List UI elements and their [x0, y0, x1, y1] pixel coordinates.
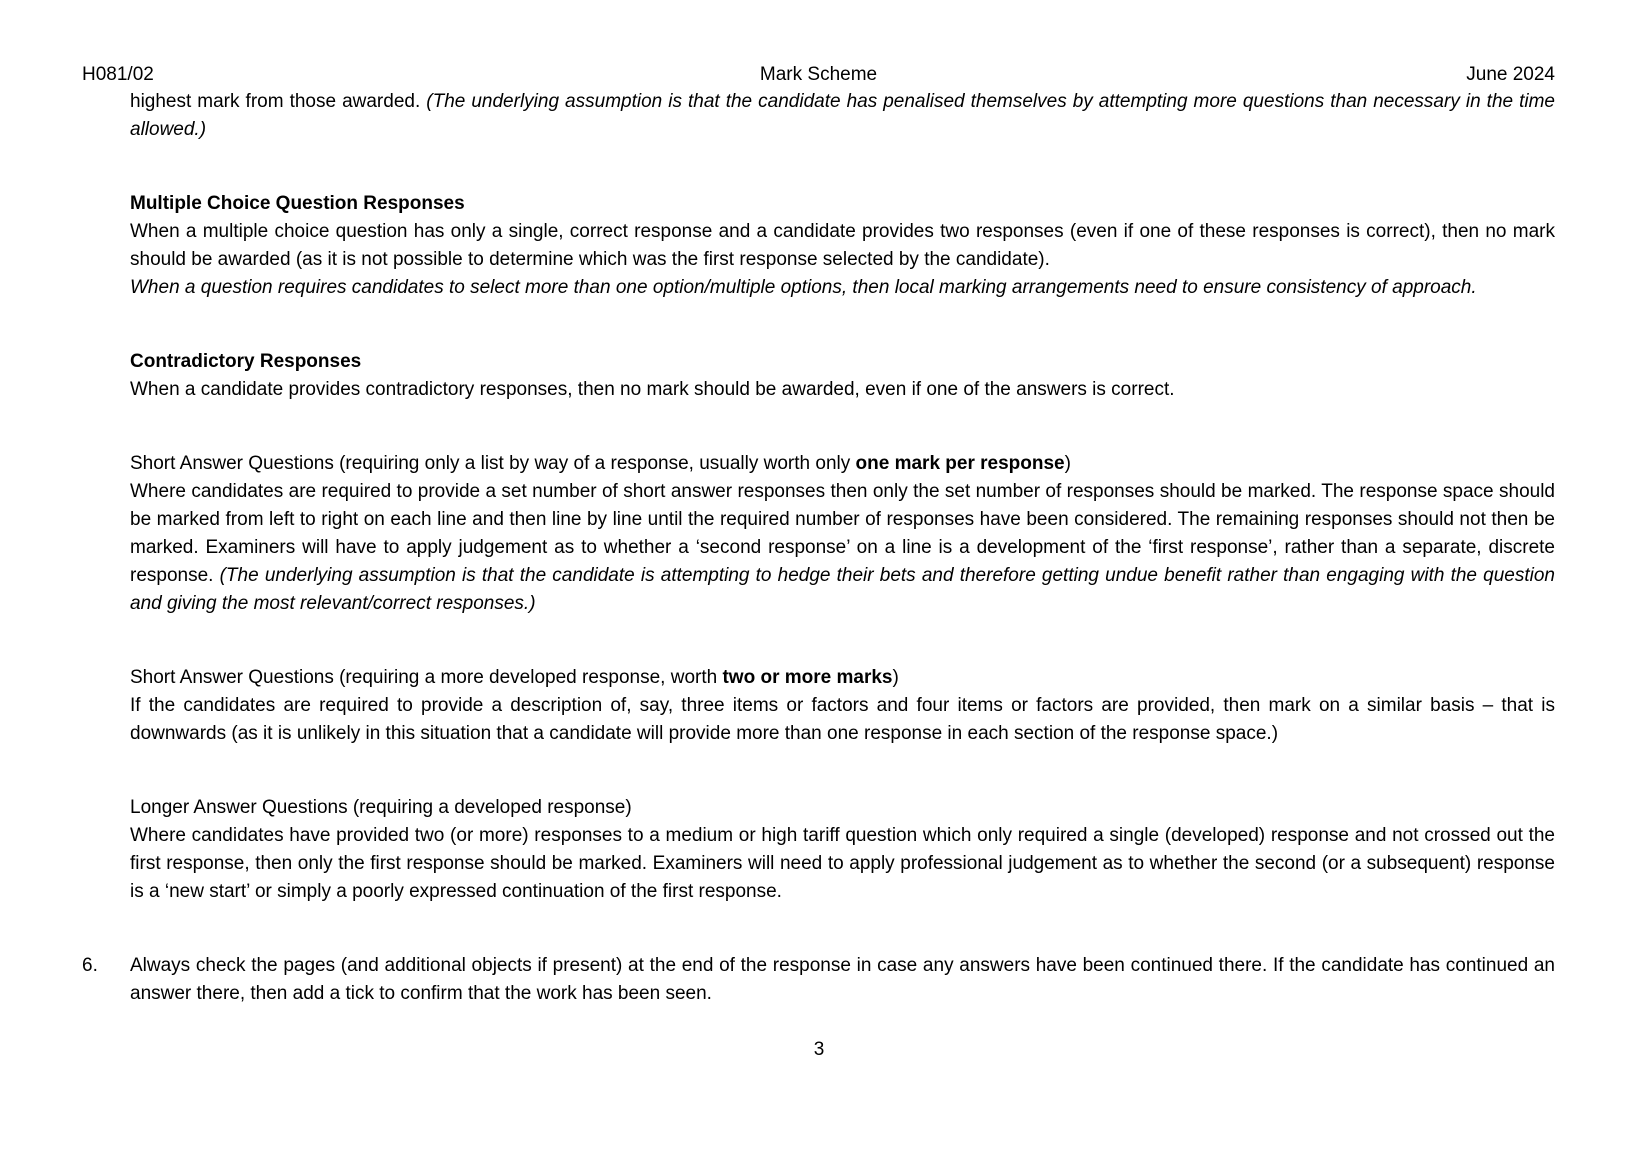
short-answer-list-heading — [130, 450, 1555, 478]
document-body — [0, 88, 1638, 1008]
short-answer-developed-heading-post: ) — [892, 667, 899, 688]
intro-text: highest mark from those awarded. — [130, 91, 427, 112]
short-answer-developed-heading-bold: two or more marks — [722, 667, 893, 688]
page-number: 3 — [813, 1039, 825, 1060]
short-answer-list-heading-post: ) — [1064, 453, 1071, 474]
longer-answer-heading: Longer Answer Questions (requiring a developed response) — [130, 797, 632, 818]
item-6-number: 6. — [82, 955, 98, 976]
short-answer-developed-body: If the candidates are required to provide a description of, say, three items or factors and four items or factors are provided, then mark on a similar basis – that is downwards (as it is unlikely in this situation that a candidate will provide more than one response in each section of the response space.) — [130, 695, 1555, 744]
numbered-item-6 — [82, 952, 1555, 1008]
mcq-heading: Multiple Choice Question Responses — [130, 193, 465, 214]
longer-answer-body: Where candidates have provided two (or more) responses to a medium or high tariff question which only required a single (developed) response and not crossed out the first response, then only the first response should be marked. Examiners will need to apply professional judgement as to whether the second (or a subsequent) response is a ‘new start’ or simply a poorly expressed continuation of the first response. — [130, 825, 1555, 902]
intro-paragraph — [130, 88, 1555, 144]
short-answer-list-italic-note: (The underlying assumption is that the candidate is attempting to hedge their bets and therefore getting undue benefit rather than engaging with the question and giving the most relevant/correct responses.) — [130, 565, 1555, 614]
contradictory-heading: Contradictory Responses — [130, 351, 362, 372]
contradictory-body: When a candidate provides contradictory responses, then no mark should be awarded, even if one of the answers is correct. — [130, 379, 1175, 400]
short-answer-list-section — [130, 450, 1555, 618]
contradictory-section — [130, 348, 1555, 404]
short-answer-developed-heading-pre: Short Answer Questions (requiring a more developed response, worth — [130, 667, 723, 688]
short-answer-list-heading-bold: one mark per response — [855, 453, 1065, 474]
longer-answer-section — [130, 794, 1555, 906]
intro-section — [130, 88, 1555, 144]
short-answer-list-body — [130, 478, 1555, 618]
mcq-italic-note: When a question requires candidates to select more than one option/multiple options, then local marking arrangements need to ensure consistency of approach. — [130, 277, 1477, 298]
mcq-body: When a multiple choice question has only a single, correct response and a candidate provides two responses (even if one of these responses is correct), then no mark should be awarded (as it is not possible to determine which was the first response selected by the candidate). — [130, 221, 1555, 270]
item-6-body: Always check the pages (and additional objects if present) at the end of the response in case any answers have been continued there. If the candidate has continued an answer there, then add a tick to confirm that the work has been seen. — [130, 955, 1555, 1004]
document-header — [0, 0, 1638, 88]
short-answer-list-heading-pre: Short Answer Questions (requiring only a list by way of a response, usually worth only — [130, 453, 856, 474]
short-answer-developed-heading — [130, 664, 1555, 692]
paper-code: H081/02 — [82, 64, 154, 85]
short-answer-list-text: Where candidates are required to provide a set number of short answer responses then only the set number of responses should be marked. The response space should be marked from left to right on each line and then line by line until the required number of responses have been considered. The remaining responses should not then be marked. Examiners will have to apply judgement as to whether a ‘second response’ on a line is a development of the ‘first response’, rather than a separate, discrete response. — [130, 481, 1555, 586]
short-answer-developed-section — [130, 664, 1555, 748]
document-title: Mark Scheme — [759, 64, 878, 85]
mcq-section — [130, 190, 1555, 302]
document-footer — [0, 1036, 1638, 1064]
intro-italic-note: (The underlying assumption is that the candidate has penalised themselves by attempting more questions than necessary in the time allowed.) — [130, 91, 1555, 140]
session-date: June 2024 — [1466, 64, 1555, 85]
